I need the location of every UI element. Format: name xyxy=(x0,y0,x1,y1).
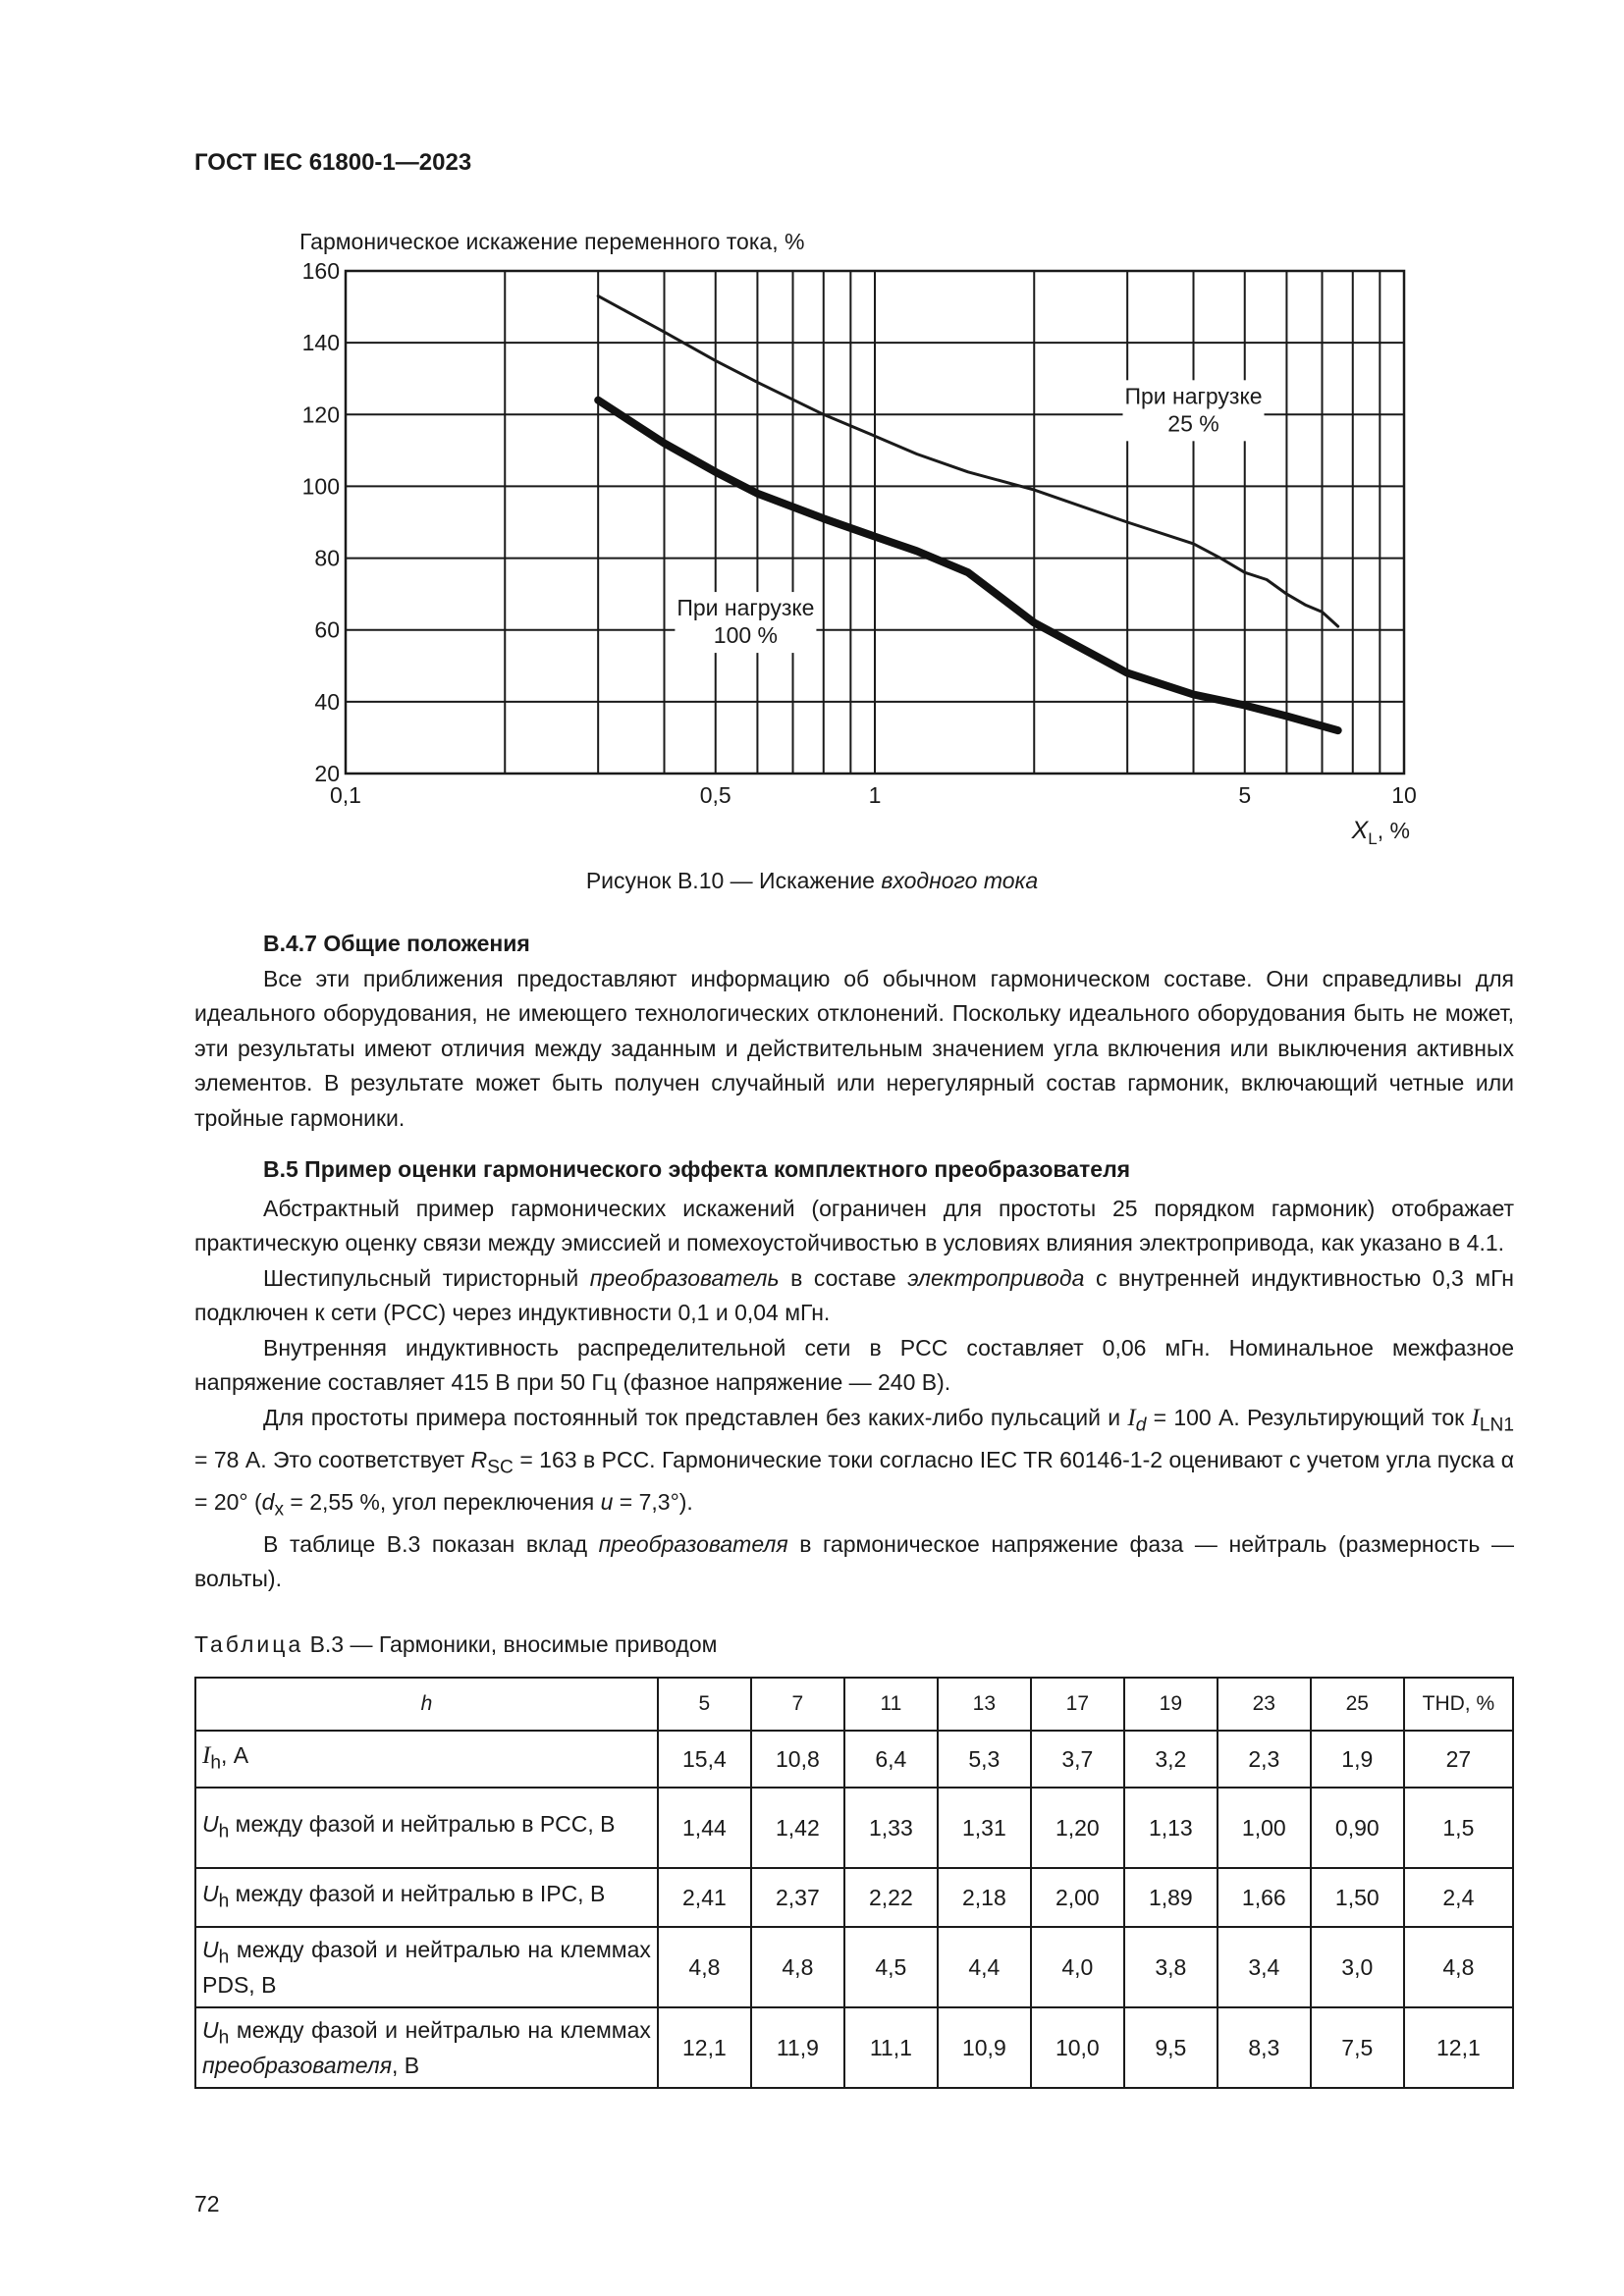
table-row xyxy=(195,1927,1513,2007)
section-b5-heading: В.5 Пример оценки гармонического эффекта комплектного преобразователя xyxy=(263,1156,1131,1182)
table-cell: 1,89 xyxy=(1124,1868,1218,1927)
table-cell: 12,1 xyxy=(658,2007,751,2088)
table-cell: 4,8 xyxy=(1404,1927,1513,2007)
y-tick-label: 20 xyxy=(314,761,340,786)
series-line xyxy=(598,400,1337,730)
chart-grid xyxy=(346,271,1404,774)
chart-labels xyxy=(299,229,1410,848)
table-cell: 1,9 xyxy=(1311,1731,1404,1788)
table-cell: 1,20 xyxy=(1031,1788,1124,1868)
table-cell: 3,0 xyxy=(1311,1927,1404,2007)
header-cell: THD, % xyxy=(1404,1678,1513,1731)
x-tick-label: 5 xyxy=(1238,782,1252,808)
table-cell: 3,2 xyxy=(1124,1731,1218,1788)
y-tick-label: 120 xyxy=(301,401,340,428)
harmonics-table xyxy=(194,1677,1514,2089)
y-tick-label: 80 xyxy=(314,545,340,571)
table-cell: 2,4 xyxy=(1404,1868,1513,1927)
table-cell: 1,5 xyxy=(1404,1788,1513,1868)
table-cell: 11,9 xyxy=(751,2007,844,2088)
row-label: $U_h$ между фазой и нейтралью в PCC, В xyxy=(195,1788,658,1868)
table-cell: 4,8 xyxy=(658,1927,751,2007)
chart xyxy=(285,224,1443,852)
row-label: $U_h$ между фазой и нейтралью на клеммах PDS, В xyxy=(195,1927,658,2007)
header-cell: 13 xyxy=(938,1678,1031,1731)
x-tick-label: 0,5 xyxy=(699,782,731,808)
table-cell: 1,33 xyxy=(844,1788,938,1868)
table-row xyxy=(195,1868,1513,1927)
section-b5-p4: Для простоты примера постоянный ток представлен без каких-либо пульсаций и $I_d = 100$ А. Результирующий ток $I_{LN1} = 78$ А. Это соответствует $R_{SC} = 163$ в PCC. Гармонические токи согласно IEC TR 60146-1-2 оценивают с учетом угла пуска α = 20° ($d_x = 2,55$ %, угол переключения u = 7,3°). xyxy=(194,1404,1515,1521)
section-b5 xyxy=(194,1152,1514,1597)
y-tick-label: 40 xyxy=(314,688,340,715)
table-cell: 2,22 xyxy=(844,1868,938,1927)
section-b47-text: Все эти приближения предоставляют информацию об обычном гармоническом составе. Они справедливы для идеального оборудования, не имеющего технологических отклонений. Поскольку идеального оборудования быть не может, эти результаты имеют отличия между заданным и действительным значением угла включения или выключения активных элементов. В результате может быть получен случайный или нерегулярный состав гармоник, включающий четные или тройные гармоники. xyxy=(194,965,1514,1131)
table-cell: 1,00 xyxy=(1218,1788,1311,1868)
x-axis-label: $X_L$, % xyxy=(1351,817,1410,848)
figure-caption: Рисунок В.10 — Искажение входного тока xyxy=(585,868,1039,893)
series-label: При нагрузке xyxy=(1124,383,1263,409)
header-cell: 11 xyxy=(844,1678,938,1731)
table-cell: 6,4 xyxy=(844,1731,938,1788)
section-b5-p1: Абстрактный пример гармонических искажений (ограничен для простоты 25 порядком гармоник) отображает практическую оценку связи между эмиссией и помехоустойчивостью в условиях влияния электропривода, как указано в 4.1. xyxy=(194,1195,1514,1255)
table-cell: 11,1 xyxy=(844,2007,938,2088)
table-cell: 12,1 xyxy=(1404,2007,1513,2088)
section-b5-p3: Внутренняя индуктивность распределительной сети в PCC составляет 0,06 мГн. Номинальное межфазное напряжение составляет 415 В при 50 Гц (фазное напряжение — 240 В). xyxy=(194,1334,1514,1395)
table-cell: 9,5 xyxy=(1124,2007,1218,2088)
section-b47 xyxy=(194,927,1514,1136)
header-cell: 25 xyxy=(1311,1678,1404,1731)
table-cell: 1,42 xyxy=(751,1788,844,1868)
table-cell: 7,5 xyxy=(1311,2007,1404,2088)
y-axis-label: Гармоническое искажение переменного тока, % xyxy=(299,229,805,254)
y-tick-label: 160 xyxy=(301,258,340,284)
table-row xyxy=(195,2007,1513,2088)
series-label: 100 % xyxy=(713,622,779,649)
y-tick-label: 140 xyxy=(301,330,340,356)
table-cell: 4,5 xyxy=(844,1927,938,2007)
table-cell: 27 xyxy=(1404,1731,1513,1788)
table-cell: 4,8 xyxy=(751,1927,844,2007)
table-cell: 4,0 xyxy=(1031,1927,1124,2007)
series-label: При нагрузке xyxy=(677,595,815,621)
header-cell: 7 xyxy=(751,1678,844,1731)
x-tick-label: 0,1 xyxy=(330,782,361,808)
table-cell: 1,13 xyxy=(1124,1788,1218,1868)
page-number: 72 xyxy=(194,2191,220,2216)
header-cell: 23 xyxy=(1218,1678,1311,1731)
table-header-row xyxy=(195,1678,1513,1731)
table-cell: 1,66 xyxy=(1218,1868,1311,1927)
table-cell: 2,41 xyxy=(658,1868,751,1927)
table-row xyxy=(195,1788,1513,1868)
table-cell: 3,4 xyxy=(1218,1927,1311,2007)
table-cell: 4,4 xyxy=(938,1927,1031,2007)
row-label: $U_h$ между фазой и нейтралью в IPC, В xyxy=(195,1868,658,1927)
header-cell: 17 xyxy=(1031,1678,1124,1731)
section-b5-p5: В таблице В.3 показан вклад преобразователя в гармоническое напряжение фаза — нейтраль (размерность — вольты). xyxy=(194,1530,1514,1592)
table-cell: 10,9 xyxy=(938,2007,1031,2088)
table-cell: 15,4 xyxy=(658,1731,751,1788)
table-cell: 1,31 xyxy=(938,1788,1031,1868)
table-row xyxy=(195,1731,1513,1788)
table-cell: 1,44 xyxy=(658,1788,751,1868)
x-tick-label: 10 xyxy=(1391,782,1417,808)
table-cell: 1,50 xyxy=(1311,1868,1404,1927)
section-b5-p2: Шестипульсный тиристорный преобразователь в составе электропривода с внутренней индуктивностью 0,3 мГн подключен к сети (PCC) через индуктивности 0,1 и 0,04 мГн. xyxy=(194,1264,1514,1325)
table-cell: 3,8 xyxy=(1124,1927,1218,2007)
y-tick-label: 100 xyxy=(301,473,340,500)
table-cell: 10,0 xyxy=(1031,2007,1124,2088)
x-tick-label: 1 xyxy=(868,782,882,808)
row-label: $U_h$ между фазой и нейтралью на клеммах преобразователя, В xyxy=(195,2007,658,2088)
table-cell: 8,3 xyxy=(1218,2007,1311,2088)
section-b47-heading: В.4.7 Общие положения xyxy=(263,931,530,956)
table-cell: 5,3 xyxy=(938,1731,1031,1788)
header-cell: 19 xyxy=(1124,1678,1218,1731)
table-cell: 0,90 xyxy=(1311,1788,1404,1868)
table-cell: 10,8 xyxy=(751,1731,844,1788)
table-cell: 2,18 xyxy=(938,1868,1031,1927)
header-cell: h xyxy=(195,1678,658,1731)
table-cell: 2,3 xyxy=(1218,1731,1311,1788)
table-cell: 2,37 xyxy=(751,1868,844,1927)
table-title: Таблица В.3 — Гармоники, вносимые приводом xyxy=(194,1631,718,1657)
y-tick-label: 60 xyxy=(314,616,340,643)
table-cell: 2,00 xyxy=(1031,1868,1124,1927)
row-label: $I_h$, А xyxy=(195,1731,658,1788)
chart-series xyxy=(598,296,1337,730)
series-label: 25 % xyxy=(1167,410,1219,437)
table-cell: 3,7 xyxy=(1031,1731,1124,1788)
header-cell: 5 xyxy=(658,1678,751,1731)
document-header: ГОСТ IEC 61800-1—2023 xyxy=(194,149,472,176)
